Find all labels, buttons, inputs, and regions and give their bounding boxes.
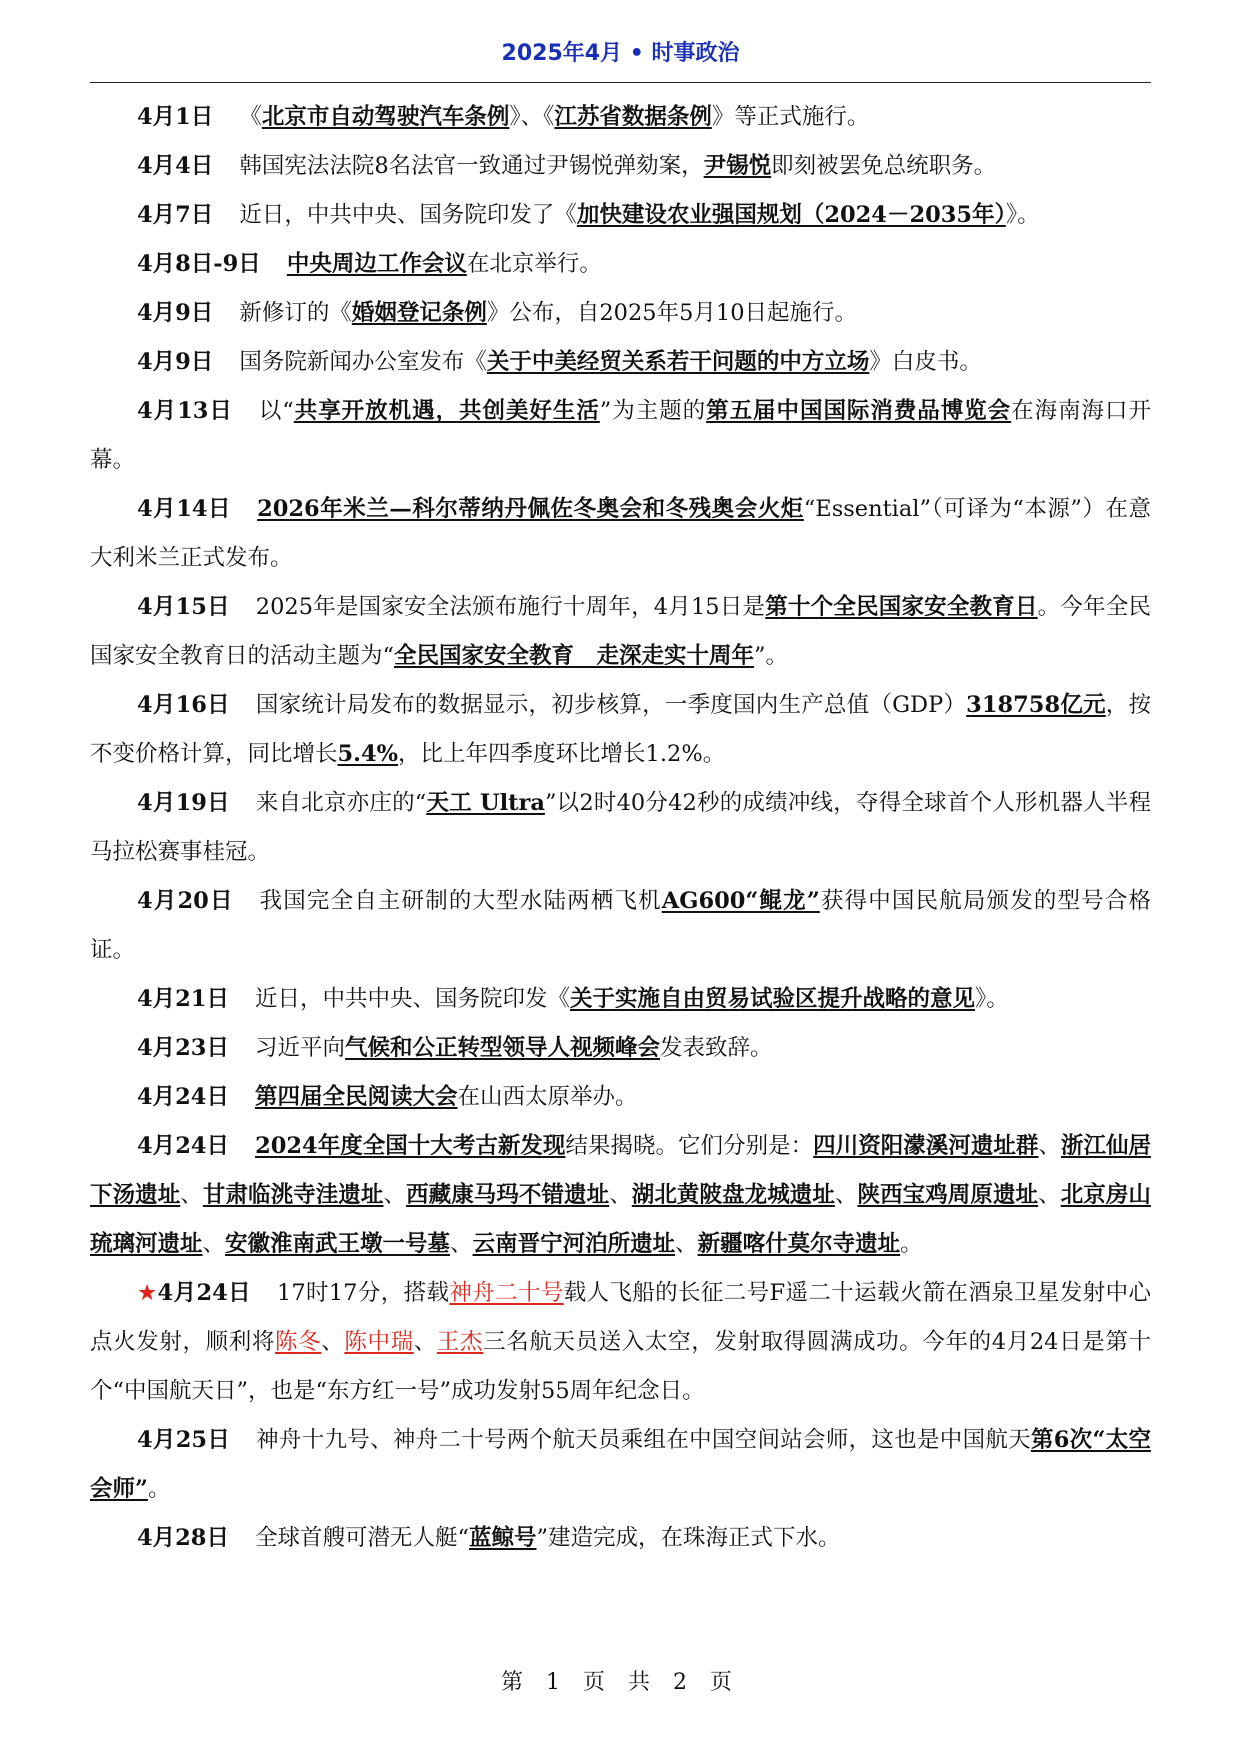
- event-text: 、: [180, 1182, 203, 1208]
- highlighted-term: 安徽淮南武王墩一号墓: [225, 1231, 451, 1257]
- event-entry: [90, 338, 1151, 387]
- event-date: 4月1日: [137, 104, 214, 130]
- highlighted-term: 陕西宝鸡周原遗址: [857, 1182, 1039, 1208]
- event-text: ，按不变价格计算，同比增长: [90, 692, 1152, 767]
- event-text: ”以2时40分42秒的成绩冲线，夺得全球首个人形机器人半程马拉松赛事桂冠。: [90, 790, 1151, 865]
- event-text: 国务院新闻办公室发布《: [239, 349, 487, 375]
- event-text: 近日，中共中央、国务院印发了《: [239, 202, 577, 228]
- highlighted-term: 四川资阳濛溪河遗址群: [813, 1133, 1039, 1159]
- event-text: 。: [147, 1476, 171, 1502]
- event-text: 》。: [975, 986, 1009, 1012]
- event-date: 4月25日: [137, 1427, 231, 1453]
- event-text: 韩国宪法法院8名法官一致通过尹锡悦弹劾案，: [239, 153, 704, 179]
- event-entry: [90, 1073, 1151, 1122]
- event-text: 2025年是国家安全法颁布施行十周年，4月15日是: [255, 594, 766, 620]
- event-entry: [90, 289, 1151, 338]
- highlighted-term: 加快建设农业强国规划（2024－2035年）: [576, 202, 1006, 228]
- event-text: ”为主题的: [599, 398, 707, 424]
- event-entry: [90, 142, 1151, 191]
- event-entry: [90, 387, 1151, 485]
- event-text: ”建造完成，在珠海正式下水。: [536, 1525, 841, 1551]
- highlighted-term: 王杰: [436, 1329, 484, 1355]
- events-list: [90, 93, 1151, 1563]
- highlighted-term: 气候和公正转型领导人视频峰会: [344, 1035, 660, 1061]
- event-entry: [90, 681, 1151, 779]
- event-text: 》等正式施行。: [711, 104, 870, 130]
- highlighted-term: 2024年度全国十大考古新发现: [255, 1133, 566, 1159]
- event-entry: [90, 191, 1151, 240]
- event-date: 4月8日-9日: [137, 251, 261, 277]
- event-text: 我国完全自主研制的大型水陆两栖飞机: [259, 888, 662, 914]
- highlighted-term: 尹锡悦: [703, 153, 772, 179]
- event-entry: [90, 93, 1151, 142]
- event-text: 、: [383, 1182, 407, 1208]
- highlighted-term: 婚姻登记条例: [351, 300, 487, 326]
- event-text: 习近平向: [254, 1035, 345, 1061]
- event-date: 4月24日: [157, 1280, 251, 1306]
- event-text: 、: [202, 1231, 226, 1257]
- highlighted-term: 云南晋宁河泊所遗址: [472, 1231, 676, 1257]
- highlighted-term: AG600“鲲龙”: [661, 888, 820, 914]
- event-text: 、: [413, 1329, 437, 1355]
- highlighted-term: 湖北黄陂盘龙城遗址: [631, 1182, 835, 1208]
- event-date: 4月24日: [137, 1084, 229, 1110]
- star-icon: ★: [137, 1280, 158, 1306]
- highlighted-term: 蓝鲸号: [468, 1525, 537, 1551]
- event-text: ，比上年四季度环比增长1.2%。: [398, 741, 726, 767]
- event-entry: [90, 1024, 1151, 1073]
- event-date: 4月19日: [137, 790, 230, 816]
- event-date: 4月24日: [137, 1133, 230, 1159]
- event-text: 全球首艘可潜无人艇“: [254, 1525, 469, 1551]
- event-text: 近日，中共中央、国务院印发《: [254, 986, 570, 1012]
- highlighted-term: 江苏省数据条例: [554, 104, 712, 130]
- highlighted-term: 第6次“太空会师”: [90, 1427, 1151, 1502]
- event-text: 、: [675, 1231, 698, 1257]
- event-text: 即刻被罢免总统职务。: [771, 153, 997, 179]
- highlighted-term: 5.4%: [337, 741, 399, 767]
- highlighted-term: 西藏康马玛不错遗址: [406, 1182, 610, 1208]
- event-date: 4月13日: [137, 398, 233, 424]
- header-divider: [90, 82, 1151, 83]
- highlighted-term: 中央周边工作会议: [286, 251, 467, 277]
- event-entry: [90, 975, 1151, 1024]
- highlighted-term: 北京市自动驾驶汽车条例: [261, 104, 510, 130]
- event-date: 4月16日: [137, 692, 230, 718]
- event-text: 新修订的《: [239, 300, 352, 326]
- event-text: 、: [450, 1231, 473, 1257]
- event-text: 载人飞船的长征二号F遥二十运载火箭在酒泉卫星发射中心点火发射，顺利将: [90, 1280, 1151, 1355]
- highlighted-term: 天工 Ultra: [426, 790, 545, 816]
- event-date: 4月15日: [137, 594, 230, 620]
- event-entry: [90, 877, 1151, 975]
- event-date: 4月9日: [137, 349, 214, 375]
- event-date: 4月7日: [137, 202, 214, 228]
- event-entry: [90, 779, 1151, 877]
- event-text: 。今年全民国家安全教育日的活动主题为“: [90, 594, 1151, 669]
- event-text: 在北京举行。: [466, 251, 602, 277]
- event-text: 17时17分，搭载: [277, 1280, 450, 1306]
- event-text: 《: [239, 104, 262, 130]
- event-date: 4月20日: [137, 888, 234, 914]
- event-text: 、: [609, 1182, 632, 1208]
- event-text: ”。: [754, 643, 789, 669]
- event-date: 4月21日: [137, 986, 229, 1012]
- event-text: 获得中国民航局颁发的型号合格证。: [90, 888, 1151, 963]
- highlighted-term: 浙江仙居下汤遗址: [90, 1133, 1151, 1208]
- event-text: 。: [900, 1231, 923, 1257]
- highlighted-term: 新疆喀什莫尔寺遗址: [697, 1231, 901, 1257]
- event-text: 、: [1038, 1182, 1061, 1208]
- event-date: 4月23日: [137, 1035, 229, 1061]
- highlighted-term: 陈冬: [274, 1329, 322, 1355]
- event-date: 4月9日: [137, 300, 214, 326]
- event-date: 4月28日: [137, 1525, 229, 1551]
- page-header-title: 2025年4月 • 时事政治: [501, 41, 740, 66]
- highlighted-term: 关于中美经贸关系若干问题的中方立场: [486, 349, 870, 375]
- highlighted-term: 第五届中国国际消费品博览会: [706, 398, 1012, 424]
- event-text: “Essential”（可译为“本源”）在意大利米兰正式发布。: [90, 496, 1152, 571]
- page-number-footer: 第 1 页 共 2 页: [501, 1670, 740, 1695]
- event-text: 》公布，自2025年5月10日起施行。: [486, 300, 858, 326]
- highlighted-term: 共享开放机遇，共创美好生活: [293, 398, 600, 424]
- event-text: 、: [1038, 1133, 1061, 1159]
- event-text: 发表致辞。: [660, 1035, 773, 1061]
- event-entry: [90, 1514, 1151, 1563]
- highlighted-term: 甘肃临洮寺洼遗址: [202, 1182, 384, 1208]
- highlighted-term: 神舟二十号: [449, 1280, 564, 1306]
- event-entry: [90, 1416, 1151, 1514]
- event-text: 》。: [1005, 202, 1040, 228]
- event-text: 、: [834, 1182, 858, 1208]
- highlighted-term: 陈中瑞: [344, 1329, 414, 1355]
- highlighted-term: 北京房山琉璃河遗址: [90, 1182, 1151, 1257]
- highlighted-term: 2026年米兰—科尔蒂纳丹佩佐冬奥会和冬残奥会火炬: [257, 496, 804, 522]
- event-entry: [90, 240, 1151, 289]
- event-text: 神舟十九号、神舟二十号两个航天员乘组在中国空间站会师，这也是中国航天: [256, 1427, 1031, 1453]
- highlighted-term: 第四届全民阅读大会: [254, 1084, 458, 1110]
- event-entry: [90, 1122, 1151, 1269]
- event-text: 来自北京亦庄的“: [255, 790, 427, 816]
- event-text: 三名航天员送入太空，发射取得圆满成功。今年的4月24日是第十个“中国航天日”，也是“东方红一号”成功发射55周年纪念日。: [90, 1329, 1151, 1404]
- event-date: 4月4日: [137, 153, 214, 179]
- event-date: 4月14日: [137, 496, 232, 522]
- event-text: 在山西太原举办。: [457, 1084, 638, 1110]
- event-text: 在海南海口开幕。: [90, 398, 1151, 473]
- event-text: 以“: [258, 398, 294, 424]
- highlighted-term: 318758亿元: [966, 692, 1106, 718]
- event-text: 结果揭晓。它们分别是：: [565, 1133, 814, 1159]
- event-text: 》白皮书。: [869, 349, 982, 375]
- highlighted-term: 关于实施自由贸易试验区提升战略的意见: [569, 986, 975, 1012]
- event-text: 》、《: [509, 104, 555, 130]
- event-entry: [90, 485, 1151, 583]
- event-text: 、: [321, 1329, 345, 1355]
- highlighted-term: 第十个全民国家安全教育日: [765, 594, 1038, 620]
- event-entry: [90, 1269, 1151, 1416]
- event-entry: [90, 583, 1151, 681]
- highlighted-term: 全民国家安全教育 走深走实十周年: [394, 643, 755, 669]
- event-text: 国家统计局发布的数据显示，初步核算，一季度国内生产总值（GDP）: [255, 692, 967, 718]
